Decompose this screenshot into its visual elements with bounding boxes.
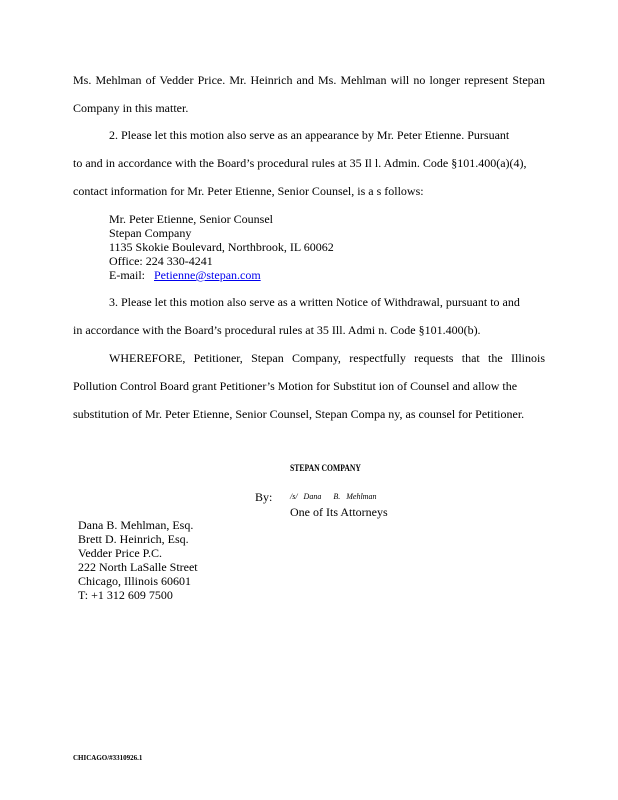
contact-block xyxy=(109,212,334,282)
address-line: T: +1 312 609 7500 xyxy=(78,588,173,602)
signature-text: /s/ Dana B. Mehlman xyxy=(290,492,377,501)
paragraph-3-line-1: 3. Please let this motion also serve as a written Notice of Withdrawal, pursuant to and xyxy=(109,295,520,309)
email-label: E-mail: xyxy=(109,268,145,282)
address-block xyxy=(78,518,198,602)
signature-company: STEPAN COMPANY xyxy=(290,463,361,473)
address-line: 222 North LaSalle Street xyxy=(78,560,198,574)
wherefore-line-1: WHEREFORE, Petitioner, Stepan Company, respectfully requests that the Illinois xyxy=(109,351,545,365)
contact-name: Mr. Peter Etienne, Senior Counsel xyxy=(109,212,273,226)
paragraph-2-line-1: 2. Please let this motion also serve as an appearance by Mr. Peter Etienne. Pursuant xyxy=(109,128,510,142)
address-line: Vedder Price P.C. xyxy=(78,546,162,560)
signature-by-label: By: xyxy=(255,490,273,504)
contact-email-row xyxy=(109,268,334,282)
address-line: Dana B. Mehlman, Esq. xyxy=(78,518,194,532)
address-line: Brett D. Heinrich, Esq. xyxy=(78,532,189,546)
wherefore-line-2: Pollution Control Board grant Petitioner’s Motion for Substitut ion of Counsel and allow the xyxy=(73,379,518,393)
paragraph-continuation-line-1: Ms. Mehlman of Vedder Price. Mr. Heinrich and Ms. Mehlman will no longer represent Stepan xyxy=(73,73,545,87)
contact-company: Stepan Company xyxy=(109,226,192,240)
contact-address: 1135 Skokie Boulevard, Northbrook, IL 60062 xyxy=(109,240,334,254)
document-footer-id: CHICAGO/#3310926.1 xyxy=(73,754,143,762)
address-line: Chicago, Illinois 60601 xyxy=(78,574,191,588)
signature-role: One of Its Attorneys xyxy=(290,505,388,519)
contact-office: Office: 224 330-4241 xyxy=(109,254,213,268)
paragraph-2-line-3: contact information for Mr. Peter Etienne, Senior Counsel, is a s follows: xyxy=(73,184,424,198)
paragraph-2-line-2: to and in accordance with the Board’s procedural rules at 35 Il l. Admin. Code §101.400(a)(4), xyxy=(73,156,527,170)
paragraph-3-line-2: in accordance with the Board’s procedural rules at 35 Ill. Admi n. Code §101.400(b). xyxy=(73,323,481,337)
paragraph-continuation-line-2: Company in this matter. xyxy=(73,101,189,115)
email-link[interactable]: Petienne@stepan.com xyxy=(154,268,261,282)
wherefore-line-3: substitution of Mr. Peter Etienne, Senior Counsel, Stepan Compa ny, as counsel for Petitioner. xyxy=(73,407,525,421)
